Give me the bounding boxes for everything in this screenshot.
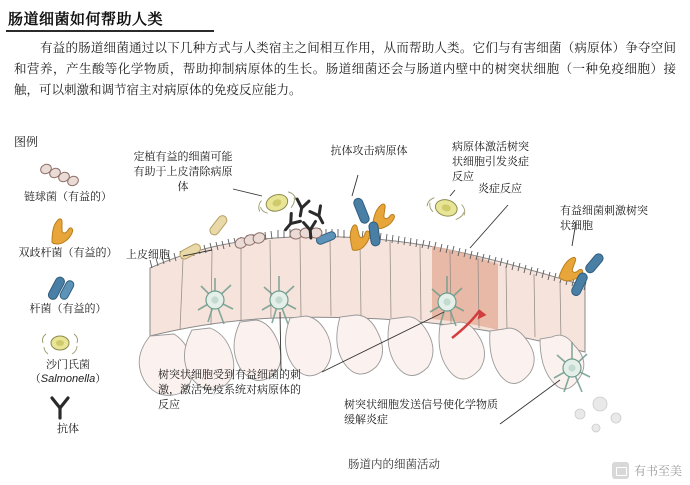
- legend-label-paren-open: （: [29, 373, 41, 385]
- intro-paragraph: 有益的肠道细菌通过以下几种方式与人类宿主之间相互作用，从而帮助人类。它们与有害细菌（病原体）争夺空间和营养，产生酸等化学物质，帮助抑制病原体的生长。肠道细菌还会与肠道内壁中的树突状细胞（一种免疫细胞）接触，可以刺激和调节宿主对病原体的免疫反应能力。: [14, 41, 676, 97]
- legend-label: 链球菌（有益的）: [24, 191, 112, 203]
- chemical-signal-particles: [575, 397, 621, 432]
- legend-label: 杆菌（有益的）: [29, 303, 107, 315]
- callout-beneficial-dc: 有益细菌刺激树突状细胞: [560, 205, 648, 232]
- legend-label-line1: 沙门氏菌: [46, 359, 90, 371]
- legend-label: 双歧杆菌（有益的）: [18, 247, 118, 259]
- callout-colonization: 定植有益的细菌可能有助于上皮清除病原体: [133, 151, 233, 193]
- callout-dc-signal: 树突状细胞发送信号使化学物质缓解炎症: [344, 399, 498, 426]
- figure-caption: 肠道内的细菌活动: [348, 459, 440, 471]
- callout-antibody-attack: 抗体攻击病原体: [330, 145, 408, 157]
- legend-label-italic: Salmonella: [40, 373, 96, 385]
- legend-label: 抗体: [57, 423, 79, 435]
- legend-label-paren-close: ）: [95, 373, 107, 385]
- callout-pathogen-dc: 病原体激活树突状细胞引发炎症反应: [452, 141, 529, 183]
- watermark-badge-icon: [612, 462, 629, 479]
- callout-dc-stimulated: 树突状细胞受到有益细菌的刺激，激活免疫系统对病原体的反应: [158, 369, 301, 411]
- watermark: [612, 462, 682, 479]
- salmonella-pathogen: [426, 196, 467, 222]
- page-title: 肠道细菌如何帮助人类: [8, 11, 164, 28]
- callout-inflammation: 炎症反应: [478, 183, 522, 195]
- callout-epithelial-cells: 上皮细胞: [126, 249, 170, 261]
- watermark-text: 有书至美: [633, 464, 682, 478]
- legend-heading: 图例: [14, 135, 39, 149]
